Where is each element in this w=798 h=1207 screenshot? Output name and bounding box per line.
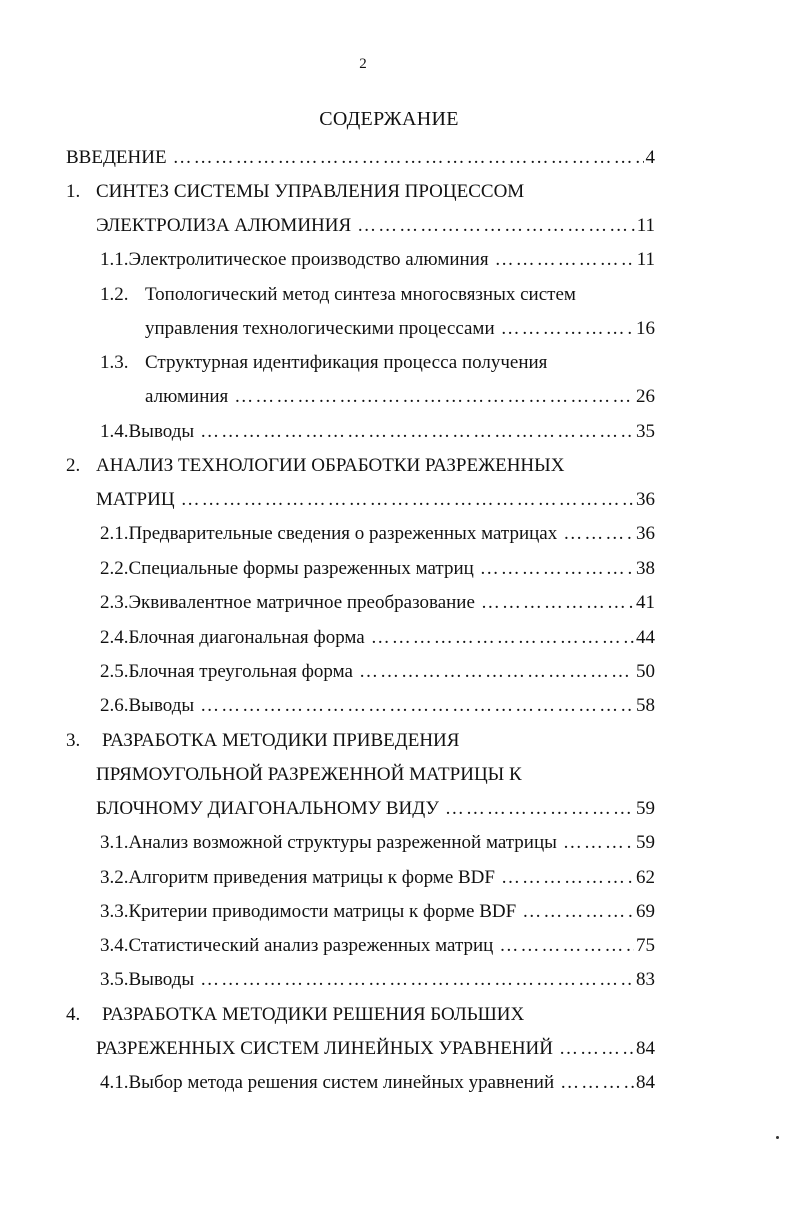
toc-section-1-3-line2 xyxy=(145,385,655,409)
dot-leader xyxy=(495,248,635,272)
toc-entry-page: 62 xyxy=(636,867,655,888)
dot-leader xyxy=(499,934,634,958)
toc-section-2-2 xyxy=(100,557,655,581)
toc-entry-page: 83 xyxy=(636,969,655,990)
section-number: 1.1. xyxy=(100,249,129,270)
dot-leader xyxy=(359,660,634,684)
toc-chapter-4-line2 xyxy=(96,1037,655,1061)
toc-entry-page: 11 xyxy=(636,249,655,270)
toc-section-2-1 xyxy=(100,522,655,546)
section-title: Предварительные сведения о разреженных матрицах xyxy=(128,523,558,544)
section-title: Специальные формы разреженных матриц xyxy=(128,558,474,579)
toc-entry-page: 69 xyxy=(636,901,655,922)
toc-entry-page: 35 xyxy=(636,421,655,442)
toc-chapter-2-line1 xyxy=(66,454,564,478)
section-title: Выводы xyxy=(128,969,195,990)
toc-chapter-3-line3 xyxy=(96,797,655,821)
toc-section-1-2-line1 xyxy=(100,283,576,307)
section-number: 2.1. xyxy=(100,523,129,544)
dot-leader xyxy=(181,488,634,512)
chapter-title: РАЗРАБОТКА МЕТОДИКИ ПРИВЕДЕНИЯ xyxy=(102,730,460,751)
section-title: Выводы xyxy=(128,421,195,442)
toc-section-3-1 xyxy=(100,831,655,855)
toc-entry-page: 11 xyxy=(636,215,655,236)
section-title-cont: управления технологическими процессами xyxy=(145,318,495,339)
toc-entry-page: 4 xyxy=(645,147,655,168)
toc-section-2-4 xyxy=(100,626,655,650)
dot-leader xyxy=(563,831,634,855)
section-number: 1.4. xyxy=(100,421,129,442)
toc-entry-page: 84 xyxy=(636,1072,655,1093)
dot-leader xyxy=(445,797,634,821)
toc-entry-page: 26 xyxy=(636,386,655,407)
toc-entry-page: 41 xyxy=(636,592,655,613)
toc-entry-intro xyxy=(66,146,655,170)
dot-leader xyxy=(200,694,634,718)
toc-entry-page: 84 xyxy=(636,1038,655,1059)
chapter-title-cont: ЭЛЕКТРОЛИЗА АЛЮМИНИЯ xyxy=(96,215,352,236)
section-title: Алгоритм приведения матрицы к форме BDF xyxy=(128,867,495,888)
section-number: 1.3. xyxy=(100,352,129,373)
section-number: 2.5. xyxy=(100,661,129,682)
section-title: Выводы xyxy=(128,695,195,716)
toc-section-3-3 xyxy=(100,900,655,924)
dot-leader xyxy=(173,146,644,170)
toc-section-1-2-line2 xyxy=(145,317,655,341)
toc-chapter-1-line2 xyxy=(96,214,655,238)
toc-entry-page: 38 xyxy=(636,558,655,579)
toc-entry-page: 75 xyxy=(636,935,655,956)
section-title: Блочная диагональная форма xyxy=(128,627,365,648)
toc-section-2-6 xyxy=(100,694,655,718)
toc-entry-page: 16 xyxy=(636,318,655,339)
chapter-title-cont: МАТРИЦ xyxy=(96,489,175,510)
toc-section-3-4 xyxy=(100,934,655,958)
chapter-title: СИНТЕЗ СИСТЕМЫ УПРАВЛЕНИЯ ПРОЦЕССОМ xyxy=(96,181,525,202)
section-number: 3.5. xyxy=(100,969,129,990)
section-title: Анализ возможной структуры разреженной матрицы xyxy=(128,832,557,853)
section-title: Критерии приводимости матрицы к форме BDF xyxy=(128,901,517,922)
dot-leader xyxy=(371,626,634,650)
chapter-number: 4. xyxy=(66,1004,81,1025)
chapter-number: 2. xyxy=(66,455,81,476)
toc-entry-page: 59 xyxy=(636,798,655,819)
section-number: 2.4. xyxy=(100,627,129,648)
section-number: 1.2. xyxy=(100,284,129,305)
toc-chapter-3-line1 xyxy=(66,729,459,753)
section-number: 3.1. xyxy=(100,832,129,853)
section-title: Структурная идентификация процесса получения xyxy=(145,352,548,373)
chapter-title: РАЗРАБОТКА МЕТОДИКИ РЕШЕНИЯ БОЛЬШИХ xyxy=(102,1004,525,1025)
toc-entry-page: 50 xyxy=(636,661,655,682)
toc-section-1-3-line1 xyxy=(100,351,547,375)
dot-leader xyxy=(501,866,634,890)
toc-section-4-1 xyxy=(100,1071,655,1095)
scan-speck xyxy=(776,1136,779,1139)
toc-entry-page: 44 xyxy=(636,627,655,648)
dot-leader xyxy=(480,557,634,581)
dot-leader xyxy=(560,1071,634,1095)
dot-leader xyxy=(200,968,634,992)
dot-leader xyxy=(357,214,635,238)
chapter-number: 3. xyxy=(66,730,81,751)
chapter-title-cont: ПРЯМОУГОЛЬНОЙ РАЗРЕЖЕННОЙ МАТРИЦЫ К xyxy=(96,764,522,785)
section-title: Топологический метод синтеза многосвязных систем xyxy=(145,284,576,305)
toc-entry-page: 36 xyxy=(636,489,655,510)
dot-leader xyxy=(522,900,634,924)
toc-chapter-2-line2 xyxy=(96,488,655,512)
dot-leader xyxy=(563,522,634,546)
section-number: 2.6. xyxy=(100,695,129,716)
section-title: Эквивалентное матричное преобразование xyxy=(128,592,475,613)
section-number: 3.3. xyxy=(100,901,129,922)
section-title: Электролитическое производство алюминия xyxy=(128,249,489,270)
section-number: 2.2. xyxy=(100,558,129,579)
dot-leader xyxy=(234,385,634,409)
section-number: 2.3. xyxy=(100,592,129,613)
section-title: Выбор метода решения систем линейных уравнений xyxy=(128,1072,555,1093)
toc-entry-page: 59 xyxy=(636,832,655,853)
section-number: 3.4. xyxy=(100,935,129,956)
toc-section-2-3 xyxy=(100,591,655,615)
chapter-number: 1. xyxy=(66,181,81,202)
toc-chapter-1-line1 xyxy=(66,180,524,204)
toc-entry-page: 58 xyxy=(636,695,655,716)
dot-leader xyxy=(481,591,634,615)
page-number: 2 xyxy=(359,56,367,72)
section-number: 3.2. xyxy=(100,867,129,888)
chapter-title-cont: РАЗРЕЖЕННЫХ СИСТЕМ ЛИНЕЙНЫХ УРАВНЕНИЙ xyxy=(96,1038,554,1059)
dot-leader xyxy=(559,1037,634,1061)
toc-section-2-5 xyxy=(100,660,655,684)
section-title-cont: алюминия xyxy=(145,386,229,407)
toc-entry-page: 36 xyxy=(636,523,655,544)
section-title: Статистический анализ разреженных матриц xyxy=(128,935,494,956)
toc-chapter-3-line2 xyxy=(96,763,522,787)
toc-section-3-5 xyxy=(100,968,655,992)
chapter-title: АНАЛИЗ ТЕХНОЛОГИИ ОБРАБОТКИ РАЗРЕЖЕННЫХ xyxy=(96,455,565,476)
section-number: 4.1. xyxy=(100,1072,129,1093)
toc-title: СОДЕРЖАНИЕ xyxy=(319,108,459,130)
toc-section-1-1 xyxy=(100,248,655,272)
dot-leader xyxy=(200,420,634,444)
toc-section-1-4 xyxy=(100,420,655,444)
chapter-title-cont: БЛОЧНОМУ ДИАГОНАЛЬНОМУ ВИДУ xyxy=(96,798,439,819)
section-title: Блочная треугольная форма xyxy=(128,661,353,682)
toc-entry-text: ВВЕДЕНИЕ xyxy=(66,147,167,168)
toc-chapter-4-line1 xyxy=(66,1003,524,1027)
dot-leader xyxy=(501,317,634,341)
toc-section-3-2 xyxy=(100,866,655,890)
